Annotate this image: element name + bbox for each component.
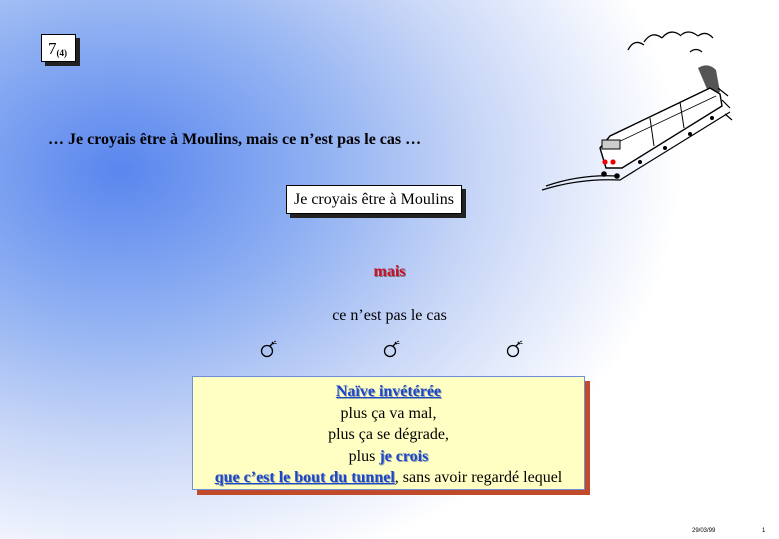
callout-line-2: plus ça se dégrade,: [328, 426, 449, 443]
callout-line-4-emphasis: que c’est le bout du tunnel: [214, 469, 395, 486]
callout-line-3-plain: plus: [348, 447, 380, 465]
bomb-icon: [382, 340, 400, 358]
slide-subtitle: … Je croyais être à Moulins, mais ce n’est pas le cas …: [48, 131, 422, 148]
slide-subnumber: (4): [56, 48, 67, 58]
callout-line-3: [193, 446, 584, 468]
train-body: [600, 88, 722, 179]
connector-mais: mais: [373, 263, 406, 280]
bomb-icon: [259, 340, 277, 358]
footer-page-number: 1: [762, 528, 766, 534]
slide-number-badge: [41, 34, 76, 62]
callout-line-3-emphasis: je crois: [379, 447, 429, 465]
callout-line-1: plus ça va mal,: [340, 404, 437, 422]
slide-number: 7: [48, 39, 57, 58]
smoke-puffs: [628, 32, 713, 52]
callout-title: Naïve invétérée: [335, 383, 442, 400]
negation-text: ce n’est pas le cas: [332, 307, 447, 324]
belief-box: Je croyais être à Moulins: [286, 185, 462, 214]
footer-date: 29/03/99: [692, 528, 716, 534]
train-illustration: [540, 28, 775, 198]
callout-line-4-plain: , sans avoir regardé lequel: [394, 469, 563, 486]
callout-line-4: [193, 467, 584, 489]
callout-box: [192, 376, 585, 490]
bomb-icon: [505, 340, 523, 358]
